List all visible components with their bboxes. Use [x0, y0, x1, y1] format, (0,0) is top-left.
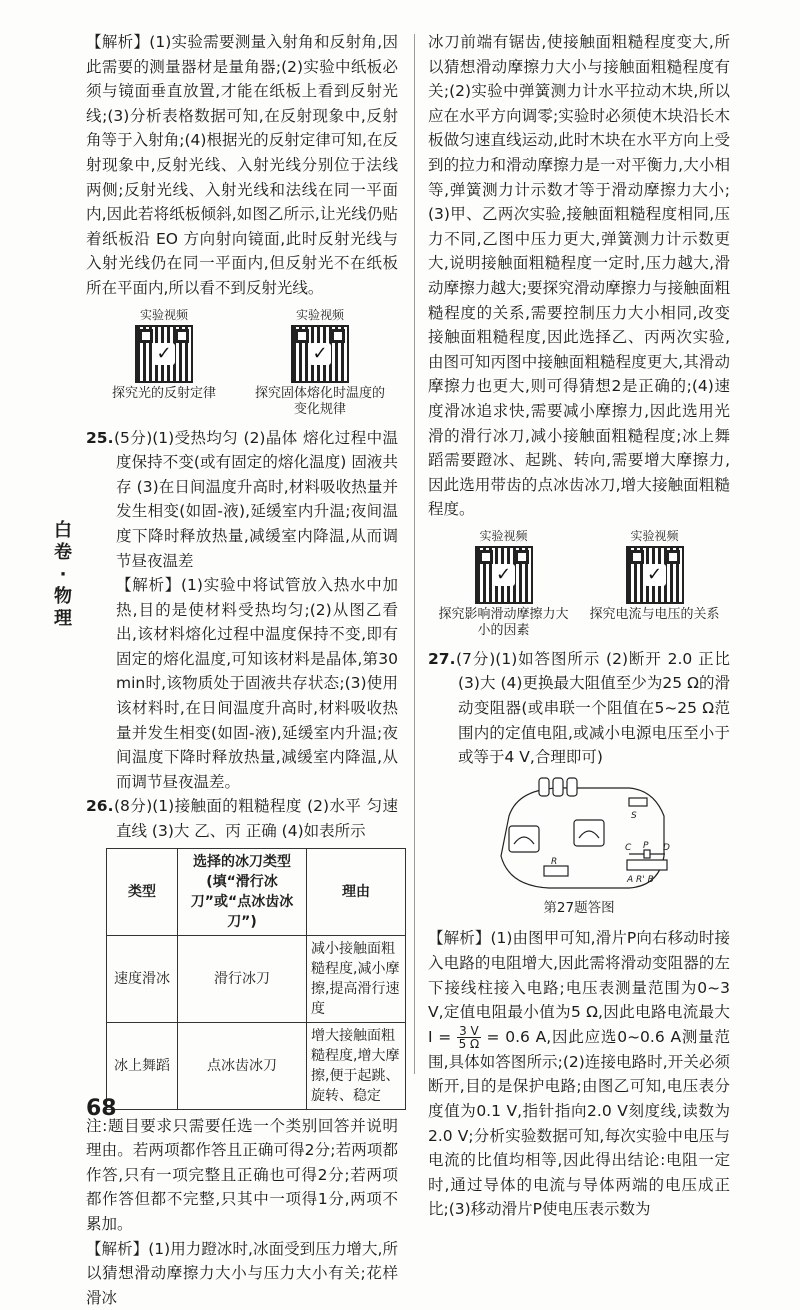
- q27-answer-text: (7分)(1)如答图所示 (2)断开 2.0 正比 (3)大 (4)更换最大阻值至少为25 Ω的滑动变阻器(或串联一个阻值在5~25 Ω范围内的定值电阻,或减小电源电压至小于或等于4 V,合理即可): [456, 649, 730, 767]
- fraction-denominator: 5 Ω: [458, 1036, 480, 1051]
- qr-row-right: [428, 528, 730, 639]
- slider-label: P: [643, 840, 649, 851]
- q25-answer: [86, 426, 398, 574]
- q26-answer-text: (8分)(1)接触面的粗糙程度 (2)水平 匀速直线 (3)大 乙、丙 正确 (4)如表所示: [114, 797, 398, 841]
- terminal-label: D: [663, 842, 670, 853]
- q25-analysis: 【解析】(1)实验中将试管放入热水中加热,目的是使材料受热均匀;(2)从图乙看出,该材料熔化过程中温度保持不变,即有固定的熔化温度,可知该材料是晶体,第30 min时,该物质处于固液共存状态;(3)使用该材料时,在日间温度升高时,材料吸收热量并发生相变(如固-液),延缓室内升温;夜间温度下降时释放热量,减缓室内降温,从而调节昼夜温差。: [116, 576, 398, 791]
- question-25: [86, 426, 398, 795]
- qr-code-icon: [135, 325, 193, 383]
- q25-answer-text: (5分)(1)受热均匀 (2)晶体 熔化过程中温度保持不变(或有固定的熔化温度) 固液共存 (3)在日间温度升高时,材料吸收热量并发生相变(如固-液),延缓室内升温;夜间温度下降时释放热量,减缓室内降温,从而调节昼夜温差: [114, 428, 398, 570]
- qr-title: 实验视频: [479, 528, 528, 543]
- fraction: [457, 1025, 481, 1050]
- battery-icon: [567, 778, 577, 796]
- table-cell: 减小接触面粗糙程度,减小摩擦,提高滑行速度: [307, 935, 406, 1022]
- question-number: 27.: [428, 649, 456, 668]
- q26-analysis-continue: 冰刀前端有锯齿,使接触面粗糙程度变大,所以猜想滑动摩擦力大小与接触面粗糙程度有关;(2)实验中弹簧测力计水平拉动木块,所以应在水平方向调零;实验时必须使木块沿长木板做匀速直线运动,此时木块在水平方向上受到的拉力和滑动摩擦力是一对平衡力,大小相等,弹簧测力计示数才等于滑动摩擦力大小;(3)甲、乙两次实验,接触面粗糙程度相同,压力不同,乙图中压力更大,弹簧测力计示数更大,说明接触面粗糙程度一定时,压力越大,滑动摩擦力越大;要探究滑动摩擦力与接触面粗糙程度的关系,需要控制压力大小相同,改变接触面粗糙程度,因此选择乙、丙两次实验,由图可知丙图中接触面粗糙程度更大,其滑动摩擦力也更大,则可得猜想2是正确的;(4)速度滑冰追求快,需要减小摩擦力,因此选用光滑的滑行冰刀,减小接触面粗糙程度;冰上舞蹈需要蹬冰、起跳、转向,需要增大摩擦力,因此选用带齿的点冰齿冰刀,增大接触面粗糙程度。: [428, 33, 730, 519]
- q26-answer: [86, 794, 398, 843]
- table-header: 类型: [107, 848, 178, 935]
- table-header: 理由: [307, 848, 406, 935]
- table-cell: 增大接触面粗糙程度,增大摩擦,便于起跳、旋转、稳定: [307, 1022, 406, 1109]
- qr-title: 实验视频: [630, 528, 679, 543]
- side-label: 白卷·物理: [54, 520, 72, 629]
- terminal-label: C: [625, 842, 632, 853]
- battery-icon: [553, 778, 563, 796]
- q26-analysis-start: 【解析】(1)用力蹬冰时,冰面受到压力增大,所以猜想滑动摩擦力大小与压力大小有关;花样滑冰: [86, 1239, 398, 1307]
- ice-skate-table: [106, 848, 406, 1110]
- q27-analysis-a: 【解析】(1)由图甲可知,滑片P向右移动时接入电路的电阻增大,因此需将滑动变阻器的左下接线柱接入电路;电压表测量范围为0~3 V,定值电阻最小值为5 Ω,因此电路电流最大 I =: [428, 929, 730, 1046]
- table-row: [107, 1022, 406, 1109]
- figure-caption: 第27题答图: [543, 899, 615, 916]
- check-icon: ✓: [309, 343, 331, 365]
- q26-note: 注:题目要求只需要任选一个类别回答并说明理由。若两项都作答且正确可得2分;若两项都作答,只有一项完整且正确也可得2分;若两项都作答但都不完整,只其中一项得1分,两项不累加。: [86, 1116, 398, 1233]
- q24-analysis: 【解析】(1)实验需要测量入射角和反射角,因此需要的测量器材是量角器;(2)实验中纸板必须与镜面垂直放置,才能在纸板上看到反射光线;(3)分析表格数据可知,在反射现象中,反射角等于入射角;(4)根据光的反射定律可知,在反射现象中,反射光线、入射光线分别位于法线两侧;反射光线、入射光线和法线在同一平面内,因此若将纸板倾斜,如图乙所示,让光线仍贴着纸板沿 EO 方向射向镜面,此时反射光线与入射光线仍在同一平面内,但反射光不在纸板所在平面内,所以看不到反射光线。: [86, 33, 398, 297]
- q27-analysis: [428, 926, 730, 1222]
- battery-icon: [539, 778, 549, 796]
- qr-title: 实验视频: [295, 307, 344, 322]
- qr-card[interactable]: [439, 528, 569, 639]
- switch-label: S: [631, 810, 637, 821]
- table-header: 选择的冰刀类型(填“滑行冰刀”或“点冰齿冰刀”): [178, 848, 307, 935]
- question-number: 26.: [86, 797, 114, 816]
- qr-caption: 探究影响滑动摩擦力大小的因素: [438, 606, 569, 638]
- qr-caption: 探究光的反射定律: [111, 385, 216, 401]
- switch-icon: [629, 798, 647, 806]
- resistor-icon: [544, 866, 568, 876]
- qr-code-icon: [291, 325, 349, 383]
- question-27: [428, 647, 730, 770]
- page-number: 68: [86, 1096, 117, 1121]
- qr-row-left: [86, 307, 398, 418]
- table-header-row: [107, 848, 406, 935]
- table-cell: 冰上舞蹈: [107, 1022, 178, 1109]
- check-icon: ✓: [644, 564, 666, 586]
- resistor-label: R: [551, 856, 558, 867]
- qr-caption: 探究固体熔化时温度的变化规律: [255, 385, 386, 417]
- ammeter-icon: [574, 820, 604, 846]
- check-icon: ✓: [493, 564, 515, 586]
- qr-title: 实验视频: [139, 307, 188, 322]
- qr-card[interactable]: [590, 528, 720, 639]
- fraction-numerator: 3 V: [459, 1023, 479, 1038]
- column-divider: [414, 34, 415, 1074]
- qr-code-icon: [626, 546, 684, 604]
- table-cell: 滑行冰刀: [178, 935, 307, 1022]
- qr-caption: 探究电流与电压的关系: [589, 606, 720, 622]
- rheostat-icon: [627, 860, 667, 870]
- question-26: [86, 794, 398, 843]
- rheostat-label: A R' B: [627, 874, 654, 885]
- left-column: [86, 30, 398, 1310]
- right-column: [428, 30, 730, 1222]
- q27-analysis-b: = 0.6 A,因此应选0~0.6 A测量范围,具体如答图所示;(2)连接电路时,开关必须断开,目的是保护电路;由图乙可知,电压表分度值为0.1 V,指针指向2.0 V刻度线,读数为2.0 V;分析实验数据可知,每次实验中电压与电流的比值均相等,因此得出结论:电阻一定时,通过导体的电流与导体两端的电压成正比;(3)移动滑片P使电压表示数为: [428, 1027, 730, 1219]
- table-cell: 点冰齿冰刀: [178, 1022, 307, 1109]
- q27-answer: [428, 647, 730, 770]
- check-icon: ✓: [153, 343, 175, 365]
- table-cell: 速度滑冰: [107, 935, 178, 1022]
- qr-code-icon: [475, 546, 533, 604]
- qr-card[interactable]: [99, 307, 229, 418]
- voltmeter-icon: [509, 826, 539, 852]
- qr-card[interactable]: [255, 307, 385, 418]
- table-row: [107, 935, 406, 1022]
- slider-icon: [644, 850, 650, 858]
- circuit-diagram: [479, 776, 679, 896]
- question-number: 25.: [86, 428, 114, 447]
